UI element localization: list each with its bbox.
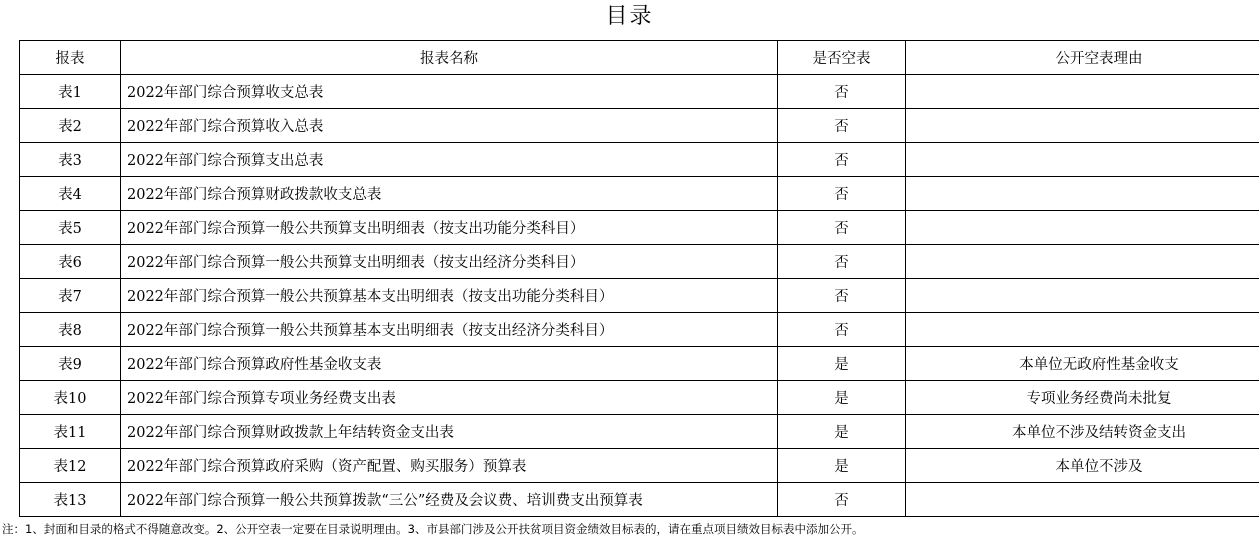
column-header-reason: 公开空表理由 bbox=[906, 41, 1259, 75]
cell-report-name: 2022年部门综合预算政府性基金收支表 bbox=[121, 347, 778, 381]
cell-reason bbox=[906, 483, 1259, 517]
cell-is-empty: 否 bbox=[778, 313, 906, 347]
table-body bbox=[20, 75, 1259, 517]
cell-is-empty: 否 bbox=[778, 245, 906, 279]
table-row bbox=[20, 245, 1259, 279]
cell-is-empty: 否 bbox=[778, 75, 906, 109]
cell-is-empty: 是 bbox=[778, 347, 906, 381]
cell-reason: 专项业务经费尚未批复 bbox=[906, 381, 1259, 415]
cell-reason bbox=[906, 177, 1259, 211]
cell-is-empty: 否 bbox=[778, 143, 906, 177]
table-row bbox=[20, 177, 1259, 211]
cell-report-no: 表3 bbox=[20, 143, 121, 177]
cell-reason: 本单位无政府性基金收支 bbox=[906, 347, 1259, 381]
cell-is-empty: 否 bbox=[778, 483, 906, 517]
cell-report-no: 表11 bbox=[20, 415, 121, 449]
catalog-table bbox=[19, 40, 1259, 517]
table-row bbox=[20, 211, 1259, 245]
cell-report-no: 表8 bbox=[20, 313, 121, 347]
table-row bbox=[20, 279, 1259, 313]
cell-report-no: 表1 bbox=[20, 75, 121, 109]
cell-report-name: 2022年部门综合预算一般公共预算支出明细表（按支出经济分类科目） bbox=[121, 245, 778, 279]
cell-report-name: 2022年部门综合预算一般公共预算基本支出明细表（按支出经济分类科目） bbox=[121, 313, 778, 347]
table-header-row bbox=[20, 41, 1259, 75]
cell-reason: 本单位不涉及结转资金支出 bbox=[906, 415, 1259, 449]
cell-reason bbox=[906, 313, 1259, 347]
cell-is-empty: 是 bbox=[778, 415, 906, 449]
cell-reason bbox=[906, 211, 1259, 245]
cell-report-no: 表7 bbox=[20, 279, 121, 313]
cell-reason: 本单位不涉及 bbox=[906, 449, 1259, 483]
table-row bbox=[20, 415, 1259, 449]
cell-report-no: 表4 bbox=[20, 177, 121, 211]
cell-is-empty: 否 bbox=[778, 279, 906, 313]
page-title: 目录 bbox=[605, 4, 654, 29]
cell-report-no: 表13 bbox=[20, 483, 121, 517]
cell-report-no: 表5 bbox=[20, 211, 121, 245]
table-row bbox=[20, 109, 1259, 143]
cell-report-no: 表9 bbox=[20, 347, 121, 381]
cell-report-no: 表6 bbox=[20, 245, 121, 279]
table-row bbox=[20, 347, 1259, 381]
table-row bbox=[20, 143, 1259, 177]
footer-note: 注：1、封面和目录的格式不得随意改变。2、公开空表一定要在目录说明理由。3、市县部门涉及公开扶贫项目资金绩效目标表的，请在重点项目绩效目标表中添加公开。 bbox=[2, 522, 864, 536]
cell-reason bbox=[906, 143, 1259, 177]
cell-report-name: 2022年部门综合预算财政拨款收支总表 bbox=[121, 177, 778, 211]
cell-report-name: 2022年部门综合预算专项业务经费支出表 bbox=[121, 381, 778, 415]
cell-report-name: 2022年部门综合预算一般公共预算支出明细表（按支出功能分类科目） bbox=[121, 211, 778, 245]
cell-is-empty: 否 bbox=[778, 109, 906, 143]
cell-report-name: 2022年部门综合预算收支总表 bbox=[121, 75, 778, 109]
column-header-report-no: 报表 bbox=[20, 41, 121, 75]
cell-report-no: 表2 bbox=[20, 109, 121, 143]
column-header-report-name: 报表名称 bbox=[121, 41, 778, 75]
cell-report-no: 表12 bbox=[20, 449, 121, 483]
cell-report-name: 2022年部门综合预算收入总表 bbox=[121, 109, 778, 143]
cell-reason bbox=[906, 279, 1259, 313]
table-row bbox=[20, 483, 1259, 517]
cell-is-empty: 否 bbox=[778, 177, 906, 211]
cell-reason bbox=[906, 109, 1259, 143]
cell-report-name: 2022年部门综合预算支出总表 bbox=[121, 143, 778, 177]
table-row bbox=[20, 75, 1259, 109]
table-header bbox=[20, 41, 1259, 75]
cell-report-name: 2022年部门综合预算一般公共预算拨款“三公”经费及会议费、培训费支出预算表 bbox=[121, 483, 778, 517]
cell-report-name: 2022年部门综合预算财政拨款上年结转资金支出表 bbox=[121, 415, 778, 449]
table-row bbox=[20, 381, 1259, 415]
table-row bbox=[20, 449, 1259, 483]
table-row bbox=[20, 313, 1259, 347]
cell-report-name: 2022年部门综合预算一般公共预算基本支出明细表（按支出功能分类科目） bbox=[121, 279, 778, 313]
cell-is-empty: 是 bbox=[778, 381, 906, 415]
cell-report-no: 表10 bbox=[20, 381, 121, 415]
cell-is-empty: 否 bbox=[778, 211, 906, 245]
cell-reason bbox=[906, 245, 1259, 279]
column-header-is-empty: 是否空表 bbox=[778, 41, 906, 75]
cell-report-name: 2022年部门综合预算政府采购（资产配置、购买服务）预算表 bbox=[121, 449, 778, 483]
cell-is-empty: 是 bbox=[778, 449, 906, 483]
cell-reason bbox=[906, 75, 1259, 109]
